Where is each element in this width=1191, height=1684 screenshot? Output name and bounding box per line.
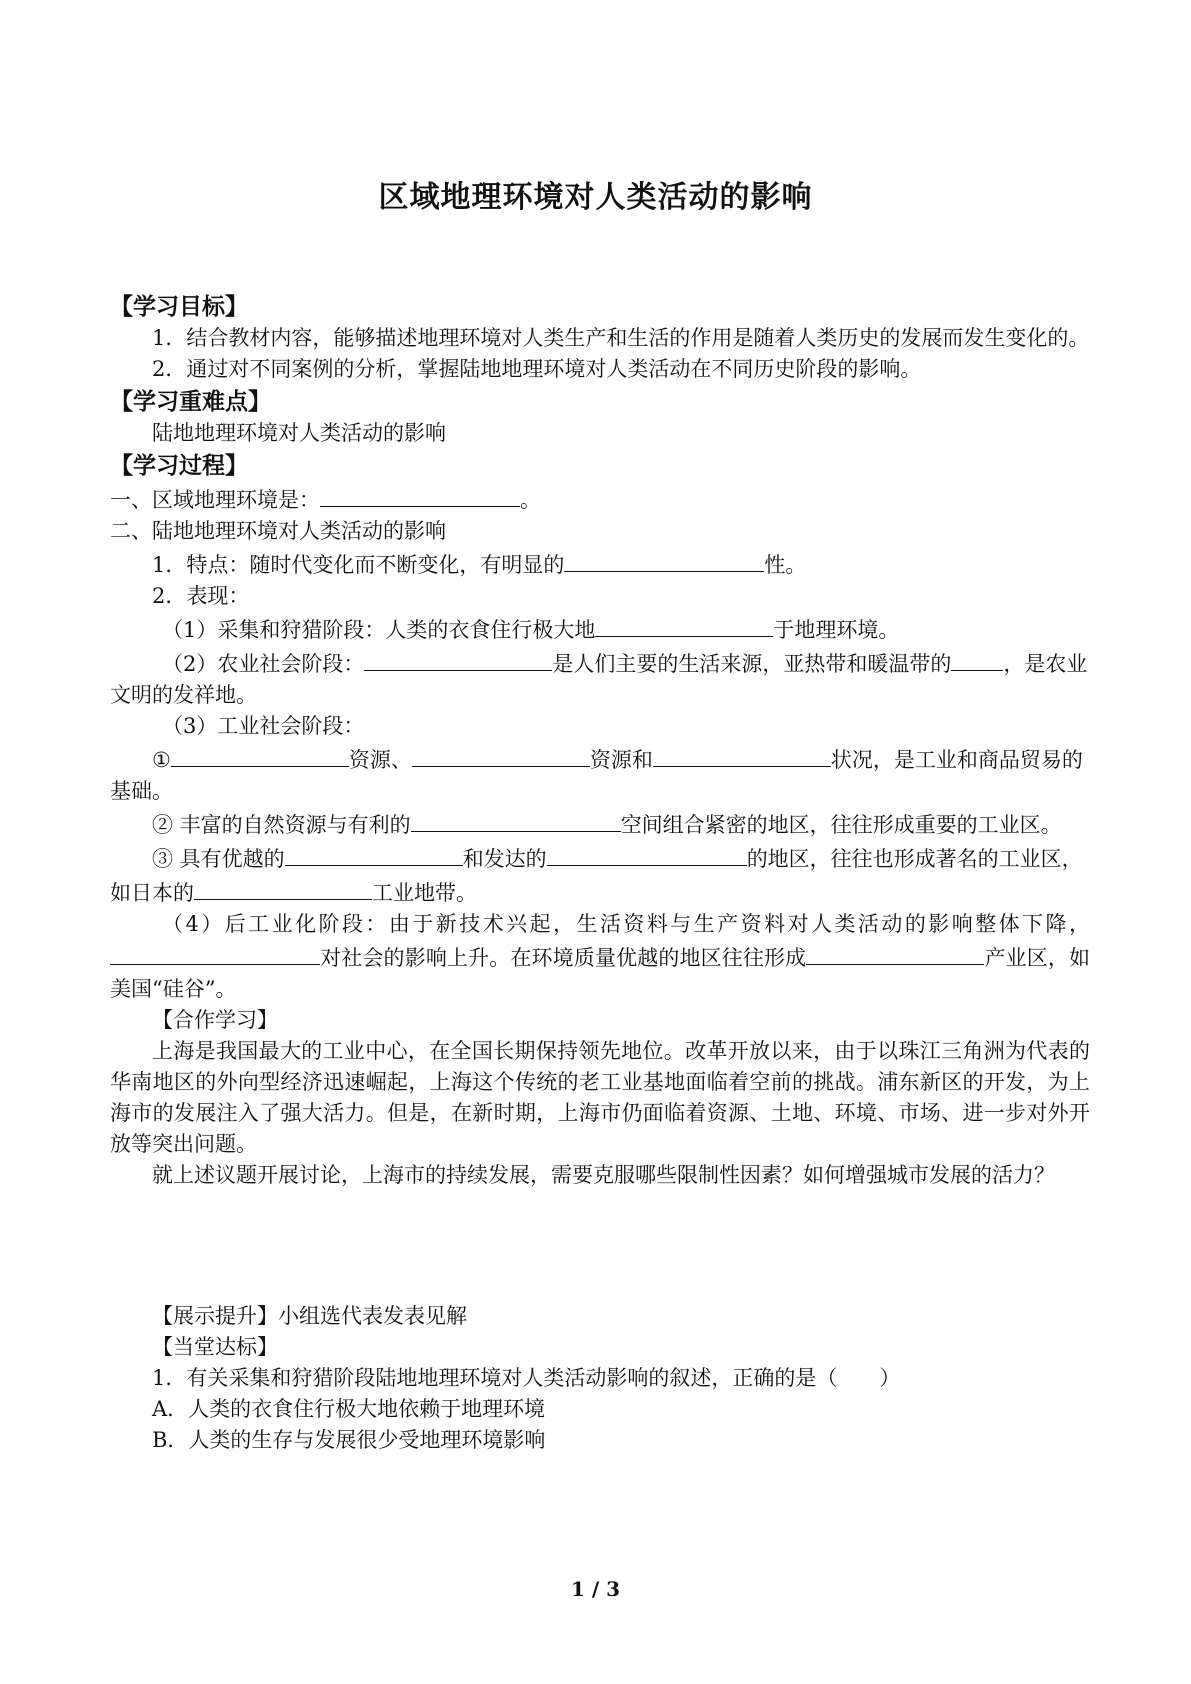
show-section: 【展示提升】小组选代表发表见解 [152,1304,467,1328]
blank-field[interactable] [285,841,463,866]
key-points-text: 陆地地理环境对人类活动的影响 [152,421,446,445]
practice-question-1: 1．有关采集和狩猎阶段陆地地理环境对人类活动影响的叙述，正确的是（ ） [152,1366,901,1390]
blank-field[interactable] [806,940,984,965]
stage-2: （2）农业社会阶段： 是人们主要的生活来源，亚热带和暖温带的 ，是农业文明的发祥地。 [110,646,1090,711]
feature-line: 1．特点：随时代变化而不断变化，有明显的 性。 [110,547,1090,581]
blank-field[interactable] [411,807,621,832]
question-1: 一、区域地理环境是： 。 [110,482,1090,516]
coop-heading: 【合作学习】 [152,1008,278,1032]
blank-field[interactable] [951,646,1003,671]
blank-field[interactable] [595,612,773,637]
stage-1: （1）采集和狩猎阶段：人类的衣食住行极大地 于地理环境。 [110,612,1090,646]
manifestation-line: 2．表现： [152,584,250,608]
answer-space [110,1191,1090,1301]
stage-3: （3）工业社会阶段： [162,714,365,738]
blank-field[interactable] [364,646,552,671]
goal-1: 1．结合教材内容，能够描述地理环境对人类生产和生活的作用是随着人类历史的发展而发生变化的。 [152,326,1090,350]
practice-heading: 【当堂达标】 [152,1335,278,1359]
goals-heading: 【学习目标】 [110,294,248,320]
blank-field[interactable] [194,875,372,900]
blank-field[interactable] [547,841,747,866]
page-title: 区域地理环境对人类活动的影响 [378,180,813,215]
stage-4: （4）后工业化阶段：由于新技术兴起，生活资料与生产资料对人类活动的影响整体下降，对社会的影响上升。在环境质量优越的地区往往形成 产业区，如美国“硅谷”。 [110,912,1091,1001]
blank-field[interactable] [653,742,831,767]
coop-paragraph-2: 就上述议题开展讨论，上海市的持续发展，需要克服哪些限制性因素？如何增强城市发展的活力？ [152,1163,1055,1187]
document-body [110,290,1090,1456]
option-a: A．人类的衣食住行极大地依赖于地理环境 [152,1397,546,1421]
blank-field[interactable] [171,742,349,767]
question-2: 二、陆地地理环境对人类活动的影响 [110,519,446,543]
key-points-heading: 【学习重难点】 [110,389,271,415]
industrial-point-1: ① 资源、 资源和 状况，是工业和商品贸易的基础。 [110,742,1090,807]
industrial-point-3: ③ 具有优越的 和发达的 的地区，往往也形成著名的工业区，如日本的 工业地带。 [110,841,1090,909]
blank-field[interactable] [320,482,520,507]
industrial-point-2: ② 丰富的自然资源与有利的 空间组合紧密的地区，往往形成重要的工业区。 [110,807,1090,841]
page-number: 1 / 3 [570,1577,621,1601]
option-b: B．人类的生存与发展很少受地理环境影响 [152,1428,546,1452]
coop-paragraph-1: 上海是我国最大的工业中心，在全国长期保持领先地位。改革开放以来，由于以珠江三角洲为代表的华南地区的外向型经济迅速崛起，上海这个传统的老工业基地面临着空前的挑战。浦东新区的开发，为上海市的发展注入了强大活力。但是，在新时期，上海市仍面临着资源、土地、环境、市场、进一步对外开放等突出问题。 [110,1039,1090,1156]
blank-field[interactable] [110,940,320,965]
blank-field[interactable] [412,742,590,767]
process-heading: 【学习过程】 [110,453,248,479]
goal-2: 2．通过对不同案例的分析，掌握陆地地理环境对人类活动在不同历史阶段的影响。 [152,357,922,381]
blank-field[interactable] [564,547,764,572]
